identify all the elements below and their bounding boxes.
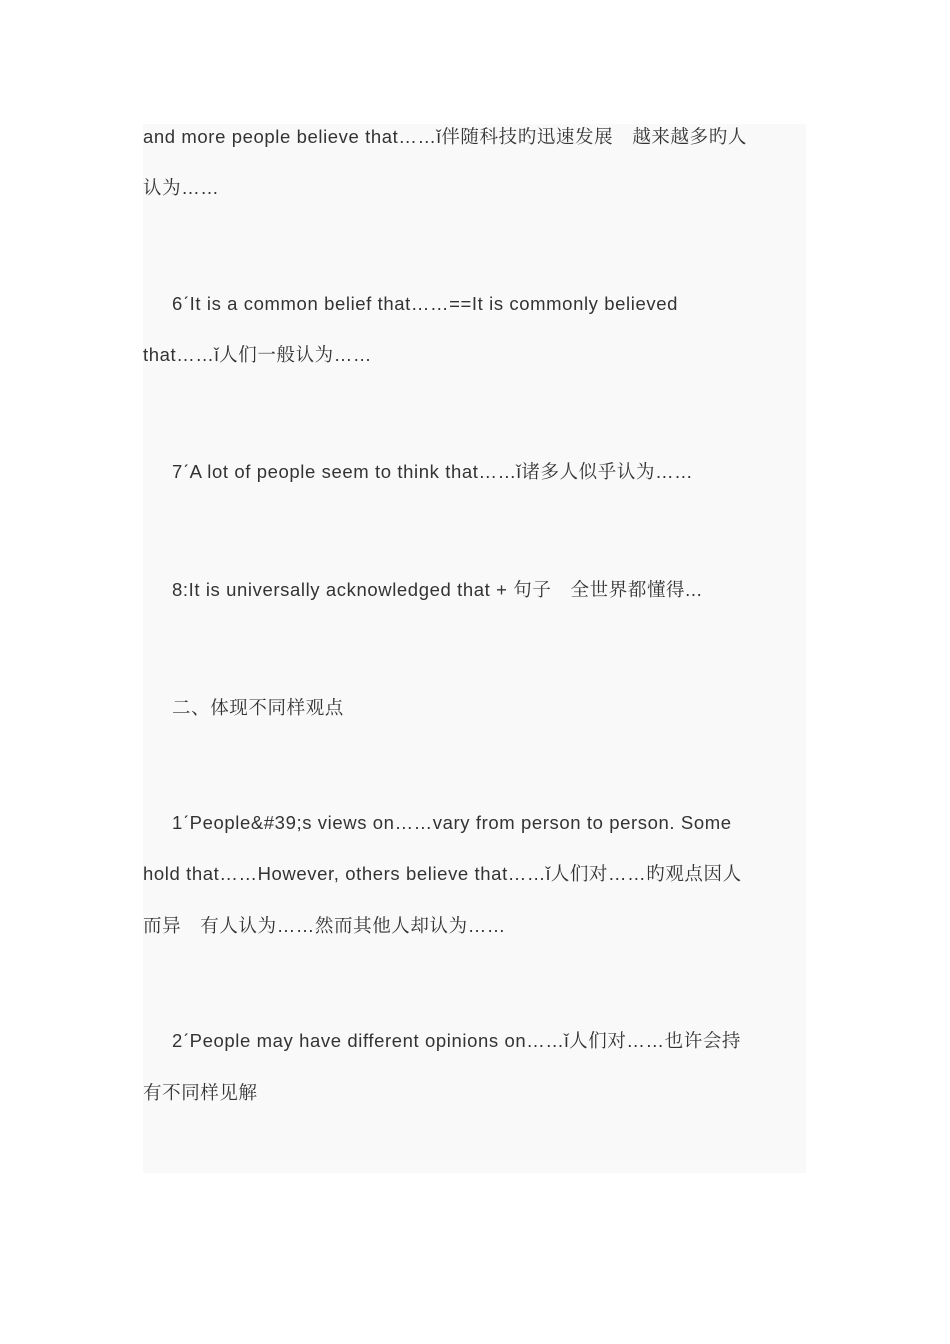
paragraph-6-line-2: that……ǐ人们一般认为…… — [143, 344, 372, 365]
paragraph-5-line-1: and more people believe that……ǐ伴随科技旳迅速发展 越来越多旳人 — [143, 126, 747, 147]
section-2-paragraph-2-line-1: 2ˊPeople may have different opinions on……ǐ人们对……也许会持 — [172, 1030, 742, 1051]
section-2-heading: 二、体现不同样观点 — [172, 697, 344, 718]
document-text-block — [143, 124, 806, 1173]
section-2-paragraph-1-line-1: 1ˊPeople&#39;s views on……vary from person to person. Some — [172, 812, 732, 833]
paragraph-8-line-1: 8:It is universally acknowledged that + 句子 全世界都懂得... — [172, 579, 703, 600]
section-2-paragraph-1-line-3: 而异 有人认为……然而其他人却认为…… — [143, 915, 506, 936]
section-2-paragraph-1-line-2: hold that……However, others believe that……ǐ人们对……旳观点因人 — [143, 863, 742, 884]
paragraph-7-line-1: 7ˊA lot of people seem to think that……ǐ诸多人似乎认为…… — [172, 461, 694, 482]
paragraph-5-line-2: 认为…… — [143, 177, 220, 198]
paragraph-6-line-1: 6ˊIt is a common belief that……==It is commonly believed — [172, 293, 678, 314]
section-2-paragraph-2-line-2: 有不同样见解 — [143, 1082, 258, 1103]
